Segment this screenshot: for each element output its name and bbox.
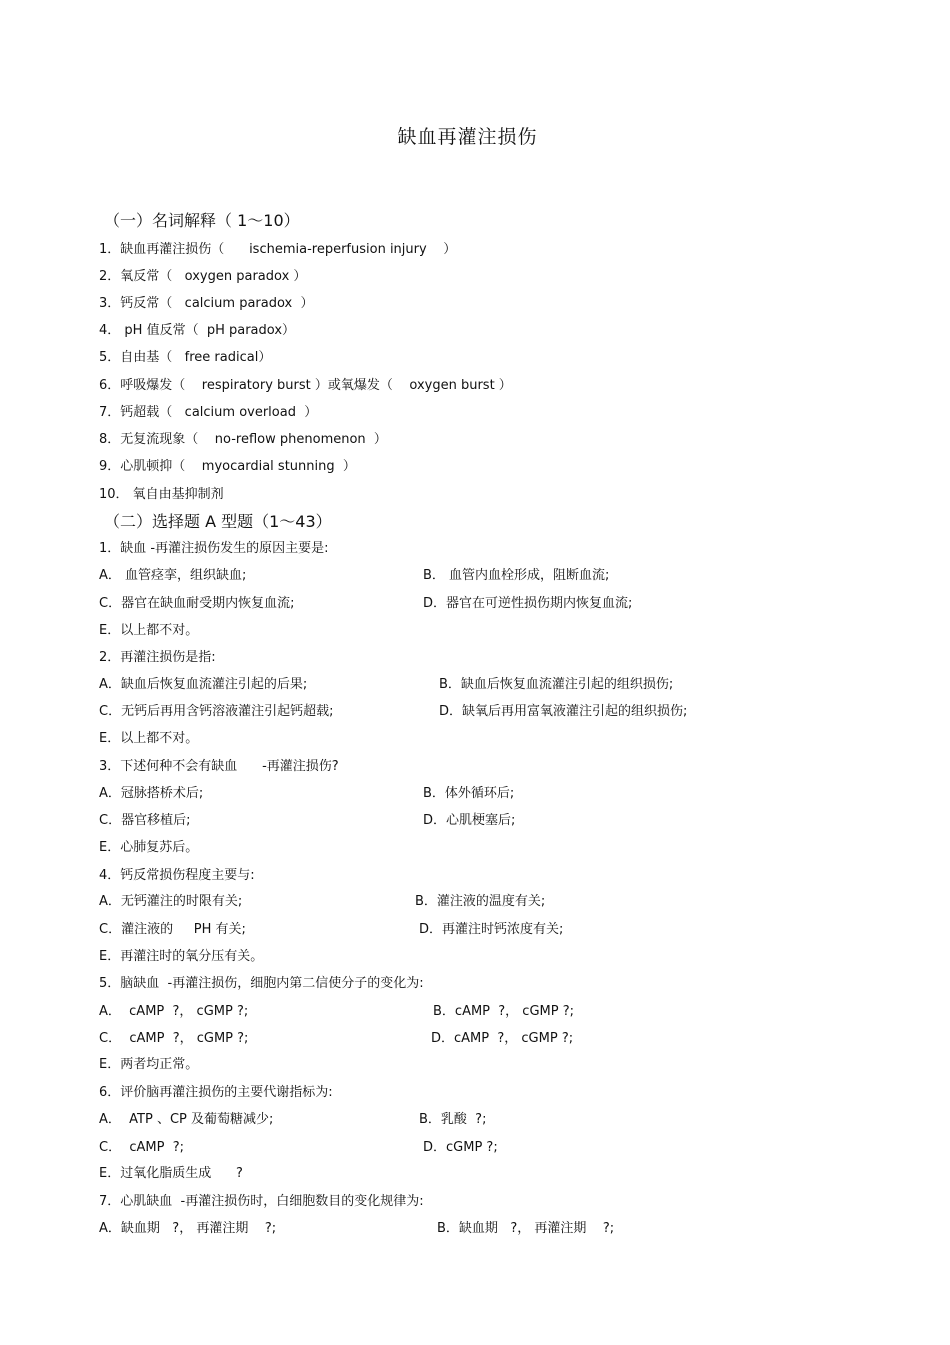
section-heading-choice: （二）选择题 A 型题（1～43） xyxy=(104,512,332,531)
option-a: A．缺血后恢复血流灌注引起的后果; xyxy=(99,677,308,692)
term-item: 2．氧反常（ oxygen paradox ） xyxy=(99,269,307,284)
option-d: D．器官在可逆性损伤期内恢复血流; xyxy=(423,596,633,611)
term-item: 9．心肌顿抑（ myocardial stunning ） xyxy=(99,459,356,474)
option-a: A．无钙灌注的时限有关; xyxy=(99,894,243,909)
term-item: 4． pH 值反常（ pH paradox） xyxy=(99,323,296,338)
section-heading-terms: （一）名词解释（ 1～10） xyxy=(104,211,300,230)
option-d: D．cGMP ?; xyxy=(423,1140,498,1155)
question-stem: 5．脑缺血 -再灌注损伤，细胞内第二信使分子的变化为: xyxy=(99,976,424,991)
option-c: C．器官在缺血耐受期内恢复血流; xyxy=(99,596,295,611)
option-b: B．cAMP ?， cGMP ?; xyxy=(433,1004,575,1019)
question-stem: 2．再灌注损伤是指: xyxy=(99,650,216,665)
option-c: C．灌注液的 PH 有关; xyxy=(99,922,246,937)
page-title: 缺血再灌注损伤 xyxy=(397,126,538,148)
option-a: A． ATP 、CP 及葡萄糖减少; xyxy=(99,1112,274,1127)
term-item: 3．钙反常（ calcium paradox ） xyxy=(99,296,314,311)
option-b: B． 血管内血栓形成，阻断血流; xyxy=(423,568,610,583)
option-c: C．器官移植后; xyxy=(99,813,191,828)
option-b: B．缺血期 ?， 再灌注期 ?; xyxy=(437,1221,615,1236)
term-item: 8．无复流现象（ no-reflow phenomenon ） xyxy=(99,432,387,447)
option-e: E．以上都不对。 xyxy=(99,623,199,638)
option-b: B．体外循环后; xyxy=(423,786,515,801)
term-item: 1．缺血再灌注损伤（ ischemia-reperfusion injury ） xyxy=(99,242,457,257)
option-d: D．心肌梗塞后; xyxy=(423,813,516,828)
option-b: B．缺血后恢复血流灌注引起的组织损伤; xyxy=(439,677,674,692)
option-e: E．两者均正常。 xyxy=(99,1057,199,1072)
option-a: A．缺血期 ?， 再灌注期 ?; xyxy=(99,1221,277,1236)
term-item: 6．呼吸爆发（ respiratory burst ）或氧爆发（ oxygen burst ） xyxy=(99,378,512,393)
option-d: D．再灌注时钙浓度有关; xyxy=(419,922,564,937)
question-stem: 3．下述何种不会有缺血 -再灌注损伤? xyxy=(99,759,339,774)
option-d: D．cAMP ?， cGMP ?; xyxy=(431,1031,574,1046)
option-d: D．缺氧后再用富氧液灌注引起的组织损伤; xyxy=(439,704,688,719)
option-c: C．无钙后再用含钙溶液灌注引起钙超载; xyxy=(99,704,334,719)
question-stem: 4．钙反常损伤程度主要与: xyxy=(99,868,255,883)
term-item: 7．钙超载（ calcium overload ） xyxy=(99,405,318,420)
question-stem: 6．评价脑再灌注损伤的主要代谢指标为: xyxy=(99,1085,333,1100)
option-b: B．乳酸 ?; xyxy=(419,1112,487,1127)
question-stem: 7．心肌缺血 -再灌注损伤时，白细胞数目的变化规律为: xyxy=(99,1194,424,1209)
option-c: C． cAMP ?; xyxy=(99,1140,184,1155)
option-e: E．心肺复苏后。 xyxy=(99,840,199,855)
term-item: 10． 氧自由基抑制剂 xyxy=(99,487,224,502)
option-b: B．灌注液的温度有关; xyxy=(415,894,546,909)
option-a: A． 血管痉挛，组织缺血; xyxy=(99,568,247,583)
option-e: E．再灌注时的氧分压有关。 xyxy=(99,949,264,964)
option-e: E．以上都不对。 xyxy=(99,731,199,746)
option-e: E．过氧化脂质生成 ? xyxy=(99,1166,243,1181)
option-c: C． cAMP ?， cGMP ?; xyxy=(99,1031,249,1046)
option-a: A． cAMP ?， cGMP ?; xyxy=(99,1004,249,1019)
term-item: 5．自由基（ free radical） xyxy=(99,350,272,365)
option-a: A．冠脉搭桥术后; xyxy=(99,786,204,801)
question-stem: 1．缺血 -再灌注损伤发生的原因主要是: xyxy=(99,541,329,556)
